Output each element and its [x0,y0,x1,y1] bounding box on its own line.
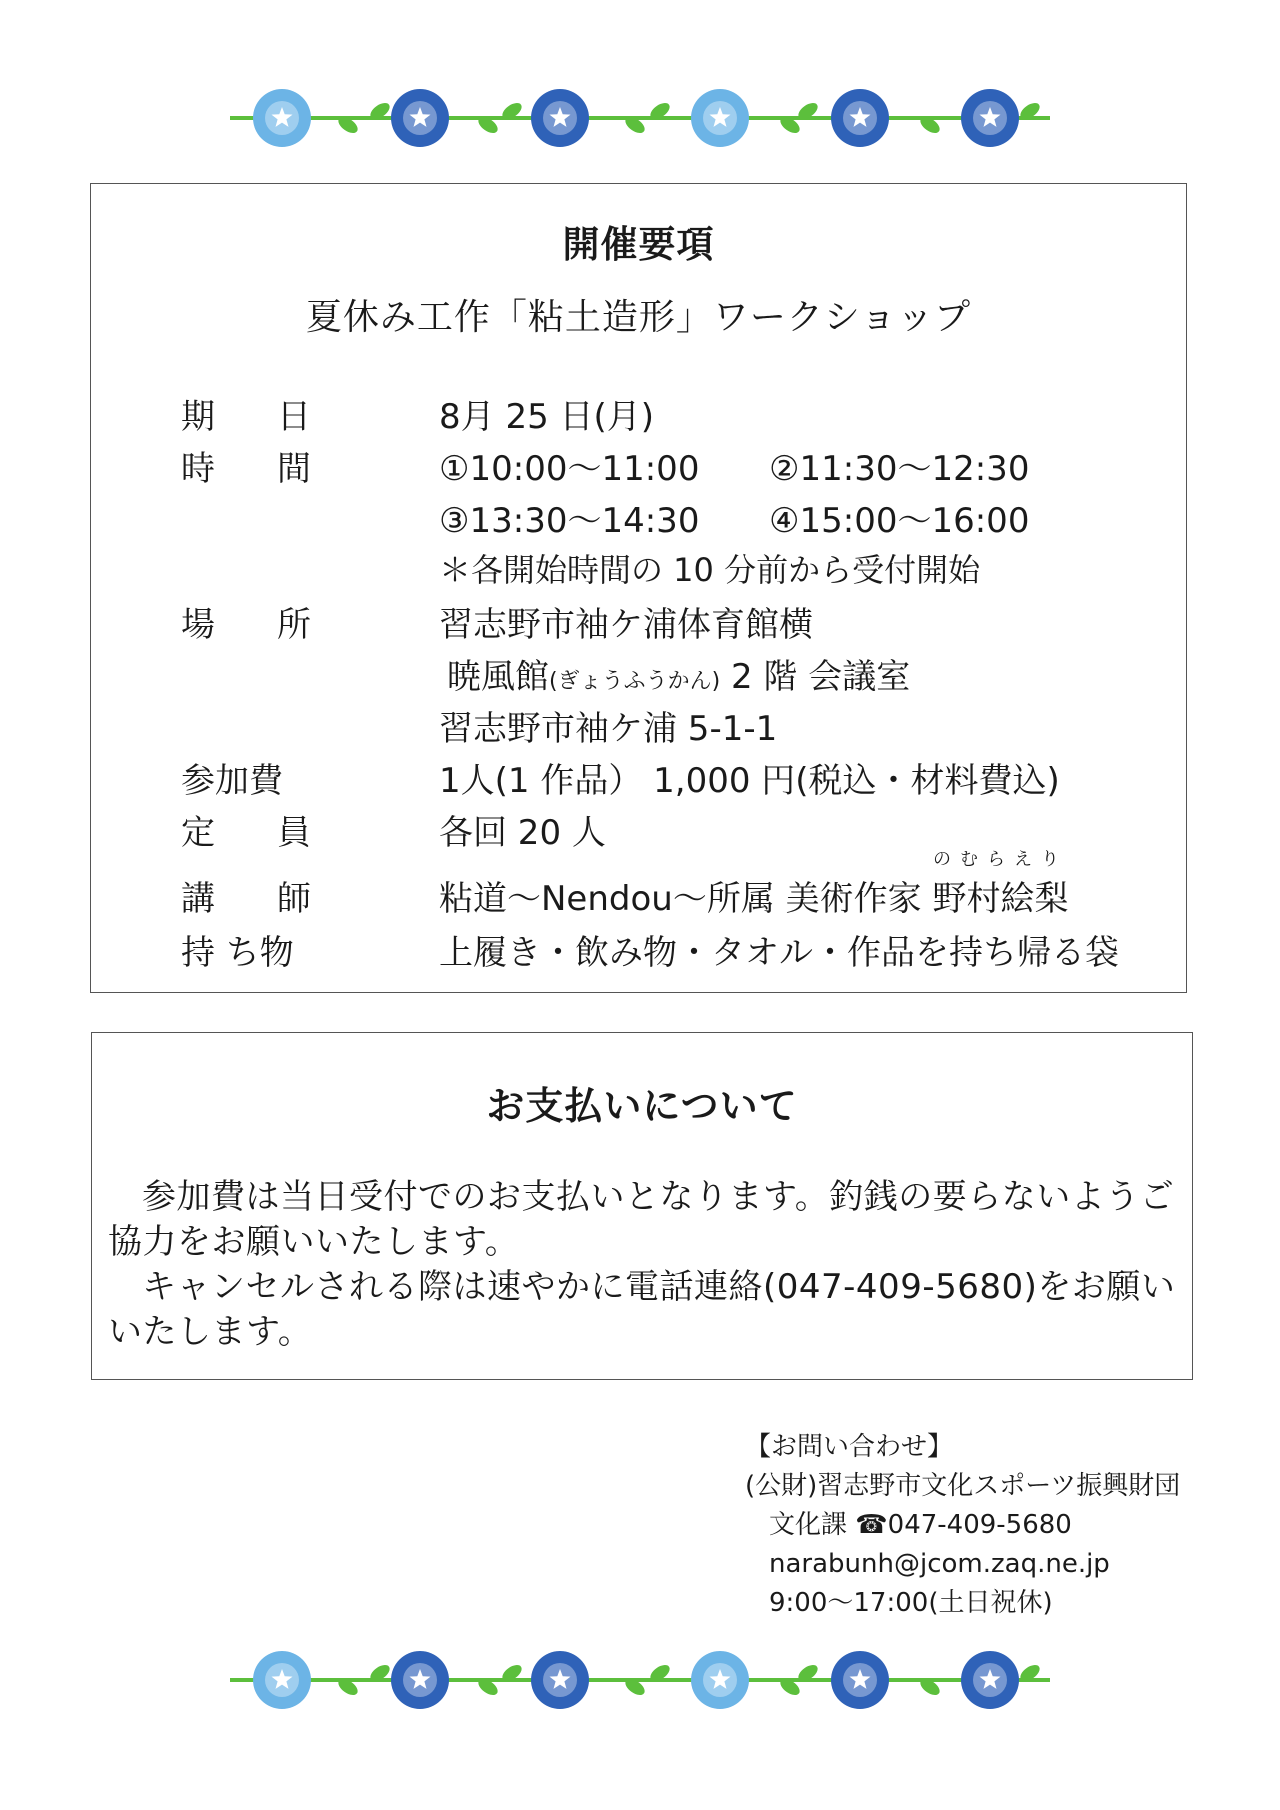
payment-body [108,1175,1178,1355]
date-value: 8月 25 日(月) [439,397,655,437]
capacity-value: 各回 20 人 [439,813,606,853]
place-building-reading: (ぎょうふうかん) [549,669,721,694]
morning-glory-flower-icon [531,89,589,147]
items-label: 持 ち物 [181,933,294,973]
time-row-2 [181,493,1166,541]
items-row [181,925,1166,973]
time-slot-1: ①10:00～11:00 [439,449,700,489]
morning-glory-flower-icon [831,1651,889,1709]
instructor-name-wrap [932,849,1069,920]
morning-glory-flower-icon [391,89,449,147]
date-label: 期 日 [181,397,311,437]
place-row-2 [181,649,1166,697]
place-room: 2 階 会議室 [720,657,911,697]
fee-value: 1人(1 作品） 1,000 円(税込・材料費込) [439,761,1060,801]
time-slot-4: ④15:00～16:00 [769,501,1030,541]
fee-label: 参加費 [181,761,283,801]
date-row [181,389,1166,437]
instructor-reading: のむらえり [932,849,1068,870]
instructor-label: 講 師 [181,879,311,919]
contact-info [745,1428,1185,1623]
contact-organization: (公財)習志野市文化スポーツ振興財団 [745,1471,1181,1501]
morning-glory-flower-icon [531,1651,589,1709]
time-label: 時 間 [181,449,311,489]
place-row-3 [181,701,1166,749]
event-details-box [90,183,1187,993]
morning-glory-garland-bottom [230,1640,1050,1720]
morning-glory-flower-icon [961,1651,1019,1709]
time-slot-3: ③13:30～14:30 [439,501,700,541]
contact-heading: 【お問い合わせ】 [745,1432,954,1462]
morning-glory-flower-icon [691,89,749,147]
event-heading: 開催要項 [562,223,715,266]
morning-glory-flower-icon [253,1651,311,1709]
time-slot-2: ②11:30～12:30 [769,449,1030,489]
time-row [181,441,1166,489]
garland-top-svg [230,78,1050,158]
morning-glory-flower-icon [253,89,311,147]
time-note: ＊各開始時間の 10 分前から受付開始 [439,551,981,589]
garland-bottom-svg [230,1640,1050,1720]
instructor-row [181,849,1166,919]
payment-paragraph-1: 参加費は当日受付でのお支払いとなります。釣銭の要らないようご協力をお願いいたします。 [108,1177,1175,1262]
fee-row [181,753,1166,801]
capacity-label: 定 員 [181,813,311,853]
place-building-name: 暁風館 [447,657,549,697]
place-line-1: 習志野市袖ケ浦体育館横 [439,605,813,645]
event-title: 夏休み工作「粘土造形」ワークショップ [305,297,972,338]
place-label: 場 所 [181,605,311,645]
instructor-name: 野村絵梨 [932,879,1069,919]
time-note-row [181,545,1166,593]
contact-email: narabunh@jcom.zaq.ne.jp [769,1549,1110,1579]
place-line-3: 習志野市袖ケ浦 5-1-1 [439,709,778,749]
payment-box [91,1032,1193,1380]
contact-department-phone: 文化課 ☎047-409-5680 [769,1510,1072,1540]
morning-glory-flower-icon [961,89,1019,147]
morning-glory-flower-icon [391,1651,449,1709]
items-value: 上履き・飲み物・タオル・作品を持ち帰る袋 [439,933,1119,973]
morning-glory-flower-icon [691,1651,749,1709]
contact-hours: 9:00～17:00(土日祝休) [769,1588,1053,1618]
payment-heading: お支払いについて [486,1084,798,1128]
place-line-2 [447,649,910,698]
morning-glory-flower-icon [831,89,889,147]
morning-glory-garland-top [230,78,1050,158]
instructor-affiliation: 粘道～Nendou～所属 美術作家 [439,879,933,919]
place-row [181,597,1166,645]
instructor-value [439,849,1069,920]
payment-paragraph-2: キャンセルされる際は速やかに電話連絡(047-409-5680)をお願いいたします。 [108,1267,1176,1352]
